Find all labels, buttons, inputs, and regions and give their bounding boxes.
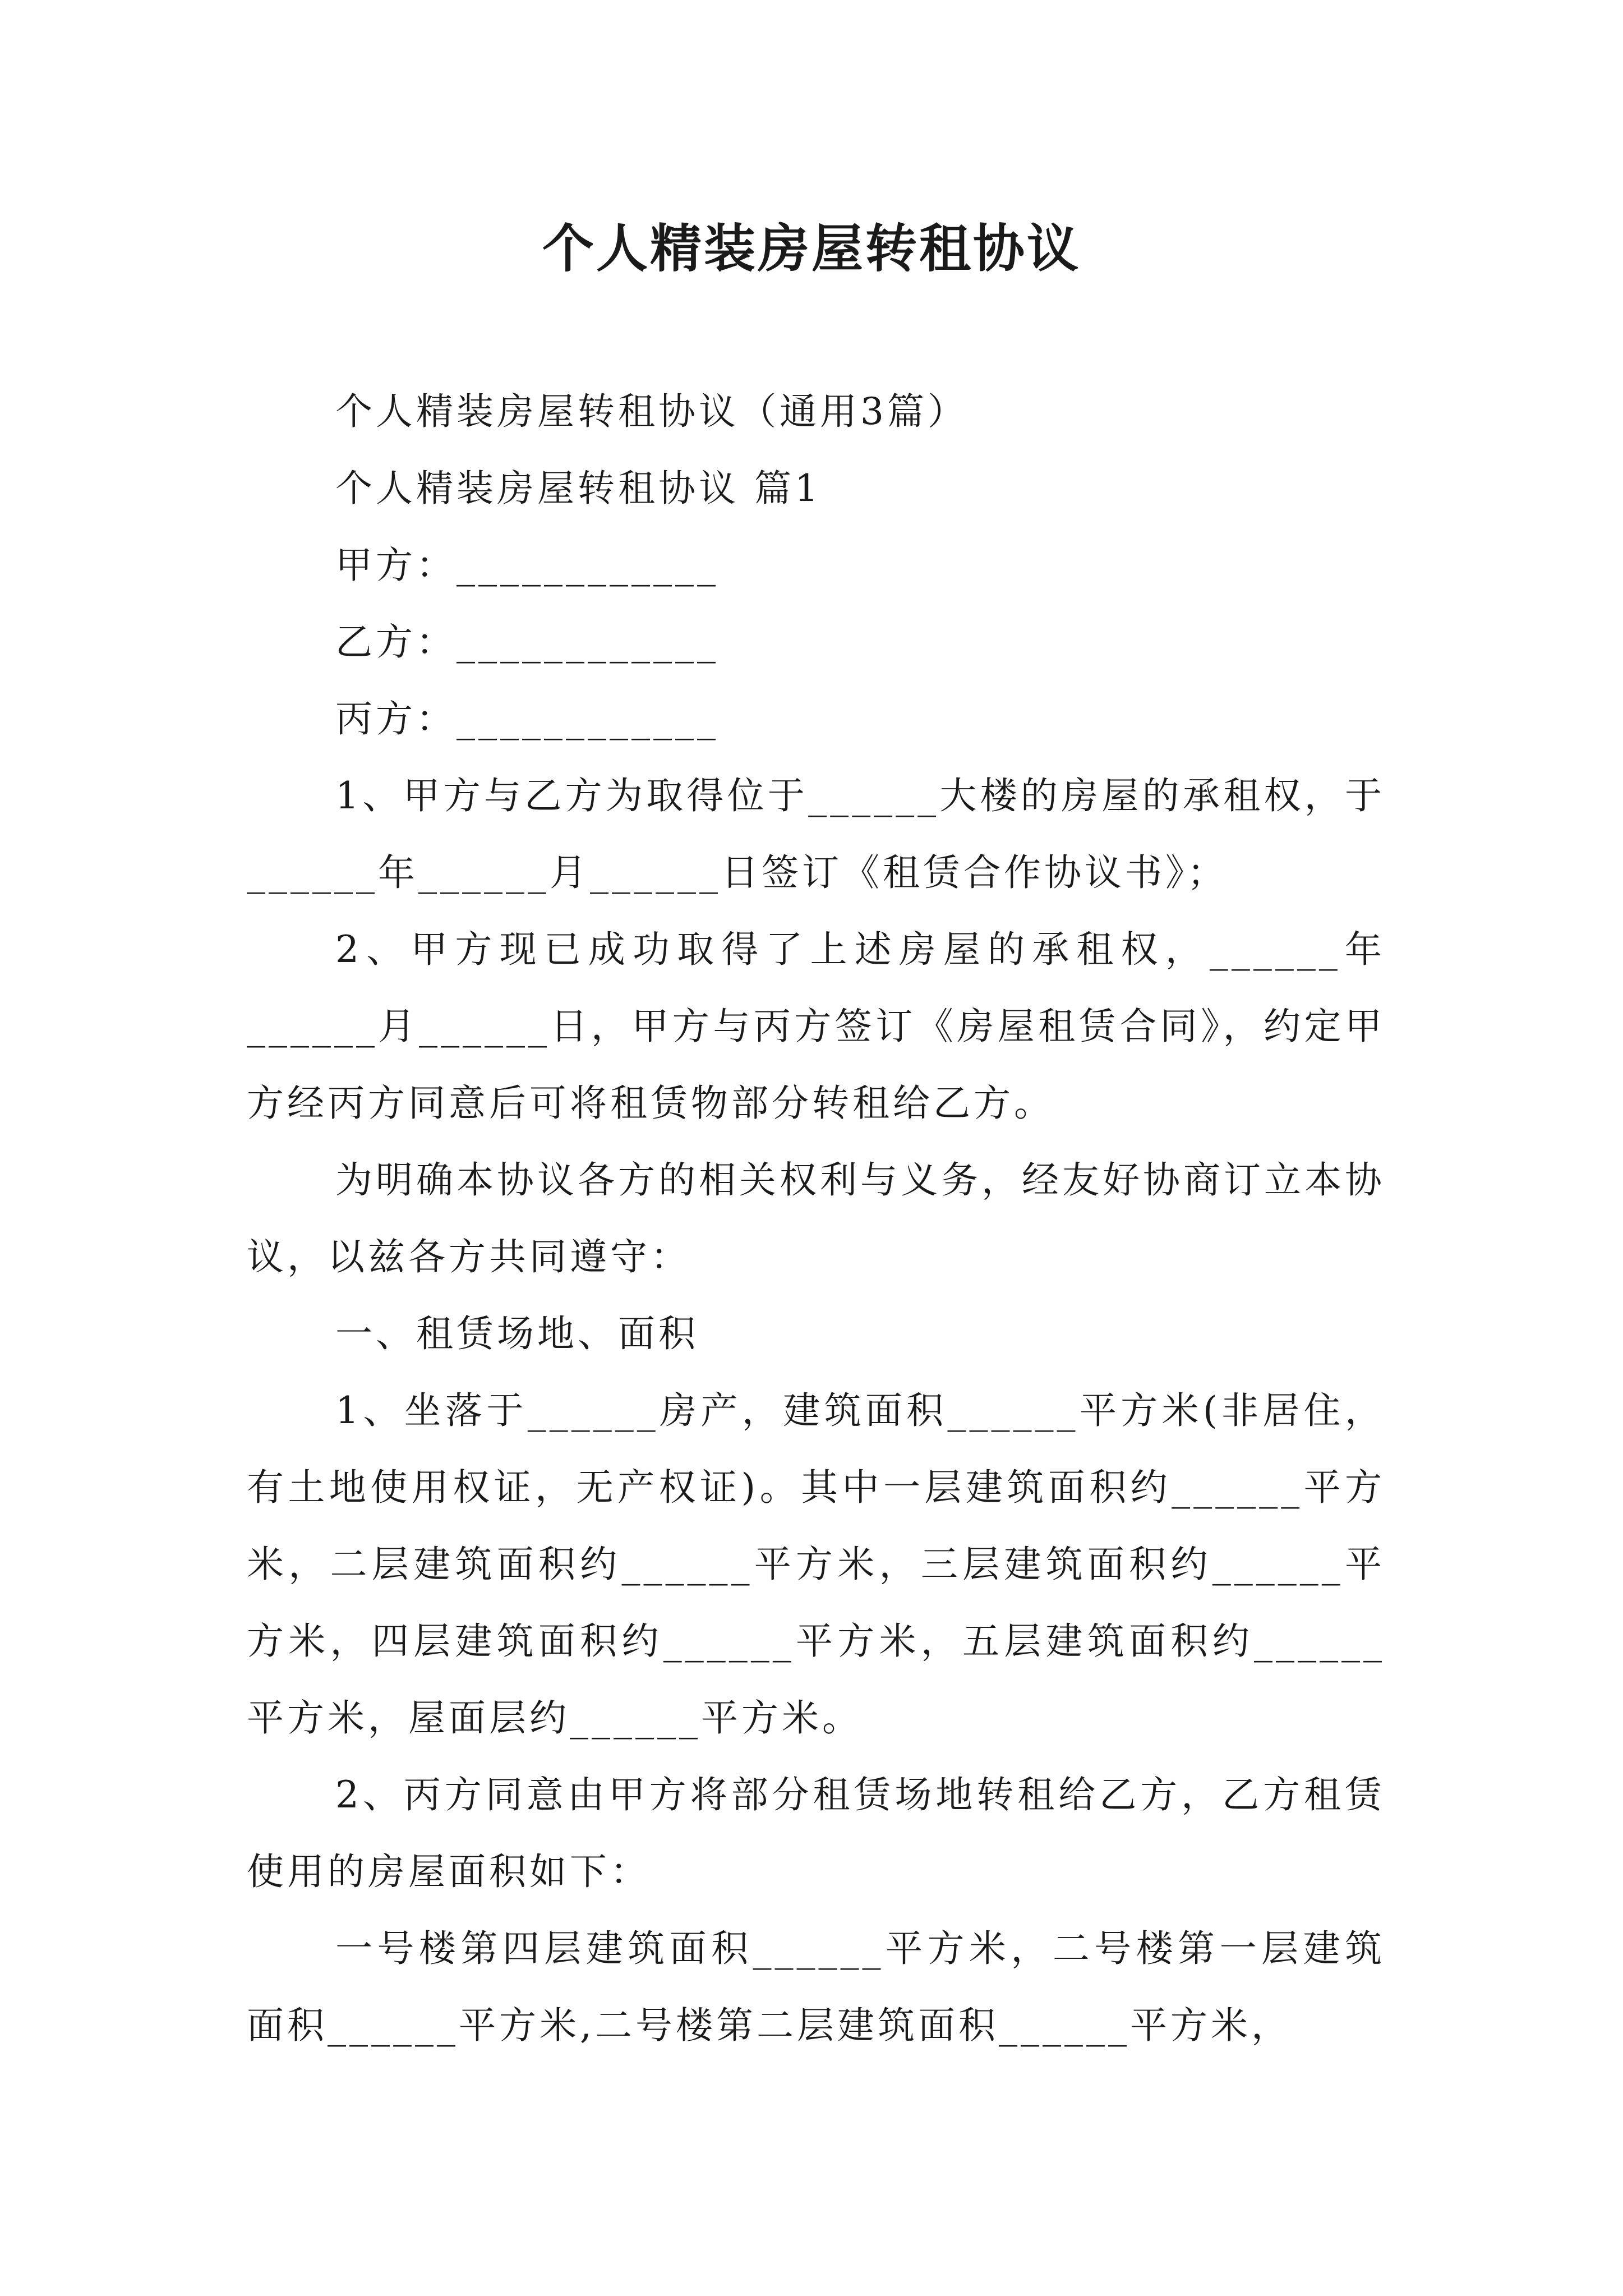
party-a-line: 甲方：____________	[335, 544, 719, 587]
section-heading: 个人精装房屋转租协议 篇1	[335, 467, 822, 510]
clause-paragraph: 1、坐落于______房产，建筑面积______平方米(非居住，有土地使用权证，无产权证)。其中一层建筑面积约______平方米，二层建筑面积约______平方米，三层建筑面积约______平方米，四层建筑面积约______平方米，五层建筑面积约______平方米，屋面层约______平方米。	[247, 1389, 1385, 1740]
party-b-line: 乙方：____________	[335, 620, 719, 664]
clause-paragraph: 2、甲方现已成功取得了上述房屋的承租权，______年______月______日，甲方与丙方签订《房屋租赁合同》，约定甲方经丙方同意后可将租赁物部分转租给乙方。	[247, 928, 1385, 1125]
document-body	[247, 373, 1385, 2064]
article-heading: 一、租赁场地、面积	[335, 1312, 699, 1355]
document-subtitle: 个人精装房屋转租协议（通用3篇）	[335, 390, 968, 433]
page-title: 个人精装房屋转租协议	[542, 218, 1081, 279]
clause-paragraph: 一号楼第四层建筑面积______平方米，二号楼第一层建筑面积______平方米,二号楼第二层建筑面积______平方米，	[247, 1927, 1385, 2047]
clause-paragraph: 1、甲方与乙方为取得位于______大楼的房屋的承租权，于______年______月______日签订《租赁合作协议书》；	[247, 774, 1385, 894]
clause-paragraph: 2、丙方同意由甲方将部分租赁场地转租给乙方，乙方租赁使用的房屋面积如下：	[247, 1773, 1385, 1893]
party-c-line: 丙方：____________	[335, 697, 719, 740]
preamble-paragraph: 为明确本协议各方的相关权利与义务，经友好协商订立本协议，以兹各方共同遵守：	[247, 1158, 1385, 1278]
